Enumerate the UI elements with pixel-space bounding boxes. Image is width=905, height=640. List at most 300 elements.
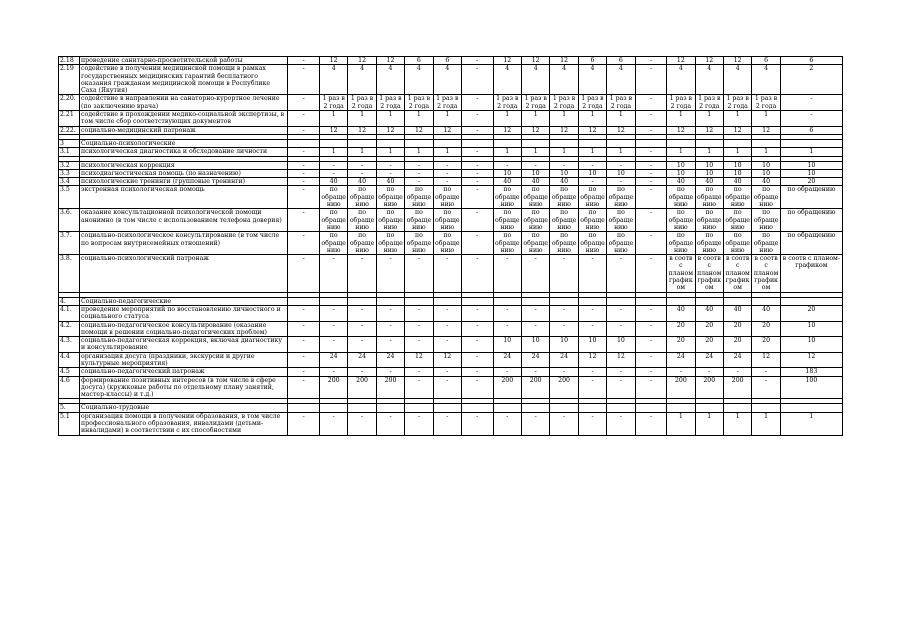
value-cell: -: [521, 321, 549, 337]
value-cell: 20: [723, 321, 751, 337]
value-cell: 1: [550, 148, 578, 156]
value-cell: 24: [348, 352, 376, 368]
value-cell: [695, 404, 723, 412]
value-cell: по обраще нию: [668, 186, 694, 209]
value-cell: -: [405, 255, 433, 292]
value-cell: -: [635, 232, 667, 255]
value-cell: по обраще нию: [349, 232, 375, 254]
value-cell: 12: [405, 352, 433, 368]
value-cell: -: [319, 255, 347, 292]
value-cell: [635, 404, 667, 412]
value-cell: 1: [493, 111, 521, 127]
value-cell: -: [635, 305, 667, 321]
value-cell: 1: [433, 148, 461, 156]
value-cell: по обраще нию: [495, 209, 520, 231]
value-cell: 20: [695, 321, 723, 337]
value-cell: -: [288, 178, 320, 186]
value-cell: -: [607, 178, 635, 186]
value-cell: -: [462, 368, 494, 376]
value-cell: 1: [752, 148, 780, 156]
value-cell: -: [319, 337, 347, 353]
value-cell: -: [462, 352, 494, 368]
table-row: [59, 376, 843, 399]
value-cell: [521, 297, 549, 305]
value-cell: 4: [667, 65, 695, 95]
row-number: 3.4: [59, 178, 80, 186]
value-cell: 10: [780, 337, 842, 353]
value-cell: 24: [695, 352, 723, 368]
value-cell: [780, 139, 842, 147]
value-cell: 1: [667, 412, 695, 435]
service-name: Социально-трудовые: [80, 404, 288, 412]
row-number: 3.8.: [59, 255, 80, 292]
value-cell: 10: [607, 169, 635, 177]
value-cell: 1: [521, 111, 549, 127]
value-cell: -: [348, 169, 376, 177]
value-cell: по обращению: [780, 186, 842, 209]
value-cell: 40: [319, 178, 347, 186]
value-cell: -: [376, 255, 404, 292]
value-cell: -: [578, 178, 606, 186]
row-number: 5.: [59, 404, 80, 412]
value-cell: [493, 139, 521, 147]
row-number: 3.1: [59, 148, 80, 156]
value-cell: 1 раз в 2 года: [405, 95, 433, 111]
value-cell: -: [433, 161, 461, 169]
value-cell: 10: [695, 161, 723, 169]
value-cell: 12: [695, 126, 723, 134]
value-cell: -: [635, 178, 667, 186]
services-table: [58, 56, 843, 436]
value-cell: -: [607, 305, 635, 321]
value-cell: -: [376, 337, 404, 353]
value-cell: по обраще нию: [697, 186, 722, 209]
value-cell: [635, 297, 667, 305]
row-number: 4.1.: [59, 305, 80, 321]
value-cell: 12: [752, 352, 780, 368]
value-cell: 10: [723, 169, 751, 177]
value-cell: 1: [695, 111, 723, 127]
value-cell: 1: [348, 148, 376, 156]
value-cell: -: [578, 321, 606, 337]
value-cell: 20: [723, 337, 751, 353]
value-cell: по обраще нию: [580, 232, 605, 254]
value-cell: -: [288, 352, 320, 368]
value-cell: -: [493, 368, 521, 376]
value-cell: -: [635, 352, 667, 368]
value-cell: -: [635, 368, 667, 376]
value-cell: по обраще нию: [551, 186, 577, 209]
row-number: 3.2: [59, 161, 80, 169]
value-cell: 24: [550, 352, 578, 368]
value-cell: по обраще нию: [523, 209, 548, 231]
value-cell: 12: [667, 57, 695, 65]
value-cell: 24: [376, 352, 404, 368]
value-cell: -: [405, 161, 433, 169]
table-row: [59, 161, 843, 169]
value-cell: -: [635, 148, 667, 156]
service-name: социально-педагогический патронаж: [80, 368, 288, 376]
value-cell: 200: [550, 376, 578, 399]
value-cell: по обраще нию: [523, 186, 548, 209]
value-cell: [607, 139, 635, 147]
value-cell: 12: [607, 352, 635, 368]
value-cell: 12: [550, 57, 578, 65]
table-row: [59, 126, 843, 134]
value-cell: -: [607, 368, 635, 376]
value-cell: [433, 139, 461, 147]
value-cell: -: [433, 337, 461, 353]
value-cell: -: [462, 111, 494, 127]
value-cell: 12: [405, 126, 433, 134]
table-row: [59, 111, 843, 127]
value-cell: [433, 404, 461, 412]
value-cell: 40: [667, 305, 695, 321]
value-cell: 24: [319, 352, 347, 368]
value-cell: [667, 297, 695, 305]
value-cell: -: [635, 126, 667, 134]
value-cell: [462, 139, 494, 147]
value-cell: по обраще нию: [495, 186, 520, 209]
value-cell: -: [462, 148, 494, 156]
value-cell: 4: [348, 65, 376, 95]
row-number: 4.4: [59, 352, 80, 368]
row-number: 3.5: [59, 186, 80, 209]
value-cell: -: [348, 305, 376, 321]
service-name: социально-психологическое консультирование (в том числе по вопросам внутрисемейных отношений): [80, 232, 288, 255]
value-cell: -: [433, 412, 461, 435]
value-cell: -: [376, 368, 404, 376]
value-cell: 1: [405, 148, 433, 156]
value-cell: [462, 297, 494, 305]
value-cell: 200: [319, 376, 347, 399]
value-cell: 40: [723, 305, 751, 321]
value-cell: 1: [695, 148, 723, 156]
value-cell: 12: [521, 126, 549, 134]
value-cell: -: [635, 95, 667, 111]
service-name: Социально-психологические: [80, 139, 288, 147]
value-cell: 12: [319, 57, 347, 65]
table-row: [59, 404, 843, 412]
service-name: содействие в прохождении медико-социальной экспертизы, в том числе сбор соответствующих документов: [80, 111, 288, 127]
value-cell: [348, 404, 376, 412]
value-cell: 12: [550, 126, 578, 134]
table-row: [59, 305, 843, 321]
value-cell: -: [348, 255, 376, 292]
value-cell: [319, 297, 347, 305]
value-cell: 4: [405, 65, 433, 95]
value-cell: 12: [493, 126, 521, 134]
value-cell: по обраще нию: [523, 232, 548, 254]
value-cell: 4: [578, 65, 606, 95]
value-cell: -: [462, 186, 494, 209]
value-cell: 10: [578, 169, 606, 177]
value-cell: -: [462, 169, 494, 177]
row-number: 4.3.: [59, 337, 80, 353]
value-cell: -: [462, 209, 494, 232]
value-cell: -: [288, 209, 320, 232]
table-row: [59, 297, 843, 305]
table-row: [59, 321, 843, 337]
value-cell: по обраще нию: [406, 209, 432, 231]
value-cell: -: [550, 255, 578, 292]
value-cell: по обраще нию: [321, 209, 346, 231]
value-cell: по обраще нию: [435, 232, 460, 254]
value-cell: -: [578, 412, 606, 435]
value-cell: -: [695, 368, 723, 376]
value-cell: -: [405, 337, 433, 353]
value-cell: [521, 404, 549, 412]
value-cell: по обраще нию: [435, 209, 460, 231]
value-cell: -: [578, 376, 606, 399]
value-cell: 1: [319, 111, 347, 127]
value-cell: 12: [493, 57, 521, 65]
value-cell: -: [288, 232, 320, 255]
value-cell: 1: [521, 148, 549, 156]
value-cell: -: [667, 368, 695, 376]
value-cell: -: [462, 321, 494, 337]
value-cell: -: [635, 321, 667, 337]
value-cell: 20: [667, 337, 695, 353]
value-cell: 1: [376, 148, 404, 156]
value-cell: 1: [667, 148, 695, 156]
value-cell: -: [288, 148, 320, 156]
value-cell: -: [405, 178, 433, 186]
value-cell: -: [462, 337, 494, 353]
value-cell: [723, 297, 751, 305]
value-cell: 200: [695, 376, 723, 399]
value-cell: [550, 297, 578, 305]
value-cell: -: [550, 412, 578, 435]
value-cell: 200: [348, 376, 376, 399]
value-cell: 40: [752, 305, 780, 321]
table-row: [59, 57, 843, 65]
value-cell: по обращению: [780, 209, 842, 232]
value-cell: 20: [752, 337, 780, 353]
value-cell: -: [521, 412, 549, 435]
value-cell: -: [578, 368, 606, 376]
value-cell: 1: [578, 111, 606, 127]
value-cell: -: [405, 376, 433, 399]
value-cell: 1: [578, 148, 606, 156]
value-cell: 20: [667, 321, 695, 337]
value-cell: -: [462, 376, 494, 399]
value-cell: по обраще нию: [697, 209, 722, 231]
value-cell: -: [288, 161, 320, 169]
value-cell: 1: [607, 148, 635, 156]
value-cell: -: [288, 65, 320, 95]
value-cell: 1: [433, 111, 461, 127]
value-cell: 10: [752, 169, 780, 177]
value-cell: по обраще нию: [378, 186, 403, 209]
service-name: организация досуга (праздники, экскурсии и другие культурные мероприятия): [80, 352, 288, 368]
value-cell: -: [462, 126, 494, 134]
value-cell: -: [578, 161, 606, 169]
value-cell: 10: [493, 337, 521, 353]
value-cell: 6: [433, 57, 461, 65]
value-cell: [288, 139, 320, 147]
value-cell: 12: [723, 57, 751, 65]
value-cell: -: [462, 412, 494, 435]
row-number: 4.: [59, 297, 80, 305]
value-cell: 1: [319, 148, 347, 156]
row-number: 5.1: [59, 412, 80, 435]
value-cell: 12: [723, 126, 751, 134]
row-number: 3.3: [59, 169, 80, 177]
value-cell: -: [288, 368, 320, 376]
value-cell: -: [405, 368, 433, 376]
value-cell: -: [433, 178, 461, 186]
value-cell: -: [607, 321, 635, 337]
table-row: [59, 65, 843, 95]
value-cell: 40: [695, 305, 723, 321]
value-cell: по обраще нию: [668, 232, 694, 254]
value-cell: -: [462, 65, 494, 95]
value-cell: -: [348, 161, 376, 169]
value-cell: [376, 404, 404, 412]
value-cell: 12: [433, 126, 461, 134]
value-cell: -: [723, 368, 751, 376]
value-cell: 10: [550, 337, 578, 353]
value-cell: [780, 404, 842, 412]
value-cell: -: [376, 169, 404, 177]
value-cell: 12: [578, 126, 606, 134]
value-cell: по обраще нию: [349, 209, 375, 231]
value-cell: -: [635, 111, 667, 127]
value-cell: 12: [521, 57, 549, 65]
value-cell: 6: [578, 57, 606, 65]
value-cell: -: [288, 111, 320, 127]
value-cell: 1: [493, 148, 521, 156]
value-cell: [405, 297, 433, 305]
value-cell: 200: [376, 376, 404, 399]
service-name: оказание консультационной психологической помощи анонимно (в том числе с использованием телефона доверия): [80, 209, 288, 232]
value-cell: [288, 404, 320, 412]
value-cell: 20: [780, 178, 842, 186]
service-name: психологическая диагностика и обследование личности: [80, 148, 288, 156]
value-cell: -: [635, 337, 667, 353]
value-cell: 200: [521, 376, 549, 399]
value-cell: 1: [723, 111, 751, 127]
value-cell: 10: [752, 161, 780, 169]
service-name: психологические тренинги (групповые тренинги): [80, 178, 288, 186]
value-cell: [376, 139, 404, 147]
row-number: 4.5: [59, 368, 80, 376]
value-cell: 12: [578, 352, 606, 368]
table-row: [59, 232, 843, 255]
value-cell: 1 раз в 2 года: [578, 95, 606, 111]
value-cell: в соотв с планом график ом: [725, 255, 750, 292]
value-cell: -: [288, 321, 320, 337]
row-number: 4.2.: [59, 321, 80, 337]
value-cell: -: [319, 161, 347, 169]
value-cell: 1: [667, 111, 695, 127]
value-cell: по обраще нию: [378, 232, 403, 254]
table-row: [59, 139, 843, 147]
value-cell: 10: [521, 337, 549, 353]
value-cell: по обраще нию: [580, 209, 605, 231]
value-cell: 10: [780, 169, 842, 177]
value-cell: 40: [376, 178, 404, 186]
value-cell: по обраще нию: [406, 232, 432, 254]
value-cell: по обращению: [780, 232, 842, 255]
value-cell: [578, 404, 606, 412]
value-cell: по обраще нию: [668, 209, 694, 231]
value-cell: [405, 139, 433, 147]
value-cell: [348, 297, 376, 305]
value-cell: [493, 404, 521, 412]
value-cell: -: [607, 161, 635, 169]
value-cell: 20: [780, 305, 842, 321]
value-cell: 200: [667, 376, 695, 399]
value-cell: -: [521, 161, 549, 169]
value-cell: [607, 297, 635, 305]
value-cell: 10: [521, 169, 549, 177]
value-cell: -: [462, 305, 494, 321]
value-cell: -: [635, 57, 667, 65]
value-cell: 1 раз в 2 года: [376, 95, 404, 111]
table-row: [59, 255, 843, 292]
value-cell: -: [462, 95, 494, 111]
value-cell: по обраще нию: [753, 209, 779, 231]
value-cell: -: [635, 186, 667, 209]
value-cell: -: [433, 305, 461, 321]
value-cell: 10: [695, 169, 723, 177]
service-name: социально-психологический патронаж: [80, 255, 288, 292]
service-name: формирование позитивных интересов (в том числе в сфере досуга) (кружковые работы по отдельному плану занятий, мастер-классы) и т.д.): [80, 376, 288, 399]
value-cell: 200: [723, 376, 751, 399]
value-cell: -: [433, 169, 461, 177]
table-row: [59, 186, 843, 209]
value-cell: 4: [319, 65, 347, 95]
value-cell: -: [578, 255, 606, 292]
value-cell: 1 раз в 2 года: [667, 95, 695, 111]
value-cell: 24: [493, 352, 521, 368]
service-name: организация помощи в получении образования, в том числе профессионального образования, инвалидами (детьми-инвалидами) в соответствии с их способностями: [80, 412, 288, 435]
value-cell: -: [550, 321, 578, 337]
value-cell: [521, 139, 549, 147]
value-cell: -: [376, 321, 404, 337]
value-cell: -: [635, 161, 667, 169]
value-cell: по обраще нию: [406, 186, 432, 209]
value-cell: -: [462, 161, 494, 169]
value-cell: по обраще нию: [321, 186, 346, 209]
value-cell: 200: [493, 376, 521, 399]
value-cell: по обраще нию: [725, 209, 750, 231]
row-number: 2.19: [59, 65, 80, 95]
value-cell: [635, 139, 667, 147]
value-cell: [319, 139, 347, 147]
value-cell: [667, 139, 695, 147]
value-cell: 4: [695, 65, 723, 95]
value-cell: 1: [780, 148, 842, 156]
table-body: [59, 57, 843, 436]
value-cell: 40: [493, 178, 521, 186]
table-row: [59, 95, 843, 111]
value-cell: 1 раз в 2 года: [348, 95, 376, 111]
value-cell: 6: [780, 126, 842, 134]
value-cell: 1 раз в 2 года: [550, 95, 578, 111]
service-name: проведение санитарно-просветительской работы: [80, 57, 288, 65]
value-cell: 1: [723, 412, 751, 435]
value-cell: 40: [521, 178, 549, 186]
value-cell: 12: [348, 126, 376, 134]
value-cell: [695, 297, 723, 305]
row-number: 2.18: [59, 57, 80, 65]
value-cell: -: [493, 321, 521, 337]
value-cell: -: [493, 412, 521, 435]
value-cell: [462, 404, 494, 412]
